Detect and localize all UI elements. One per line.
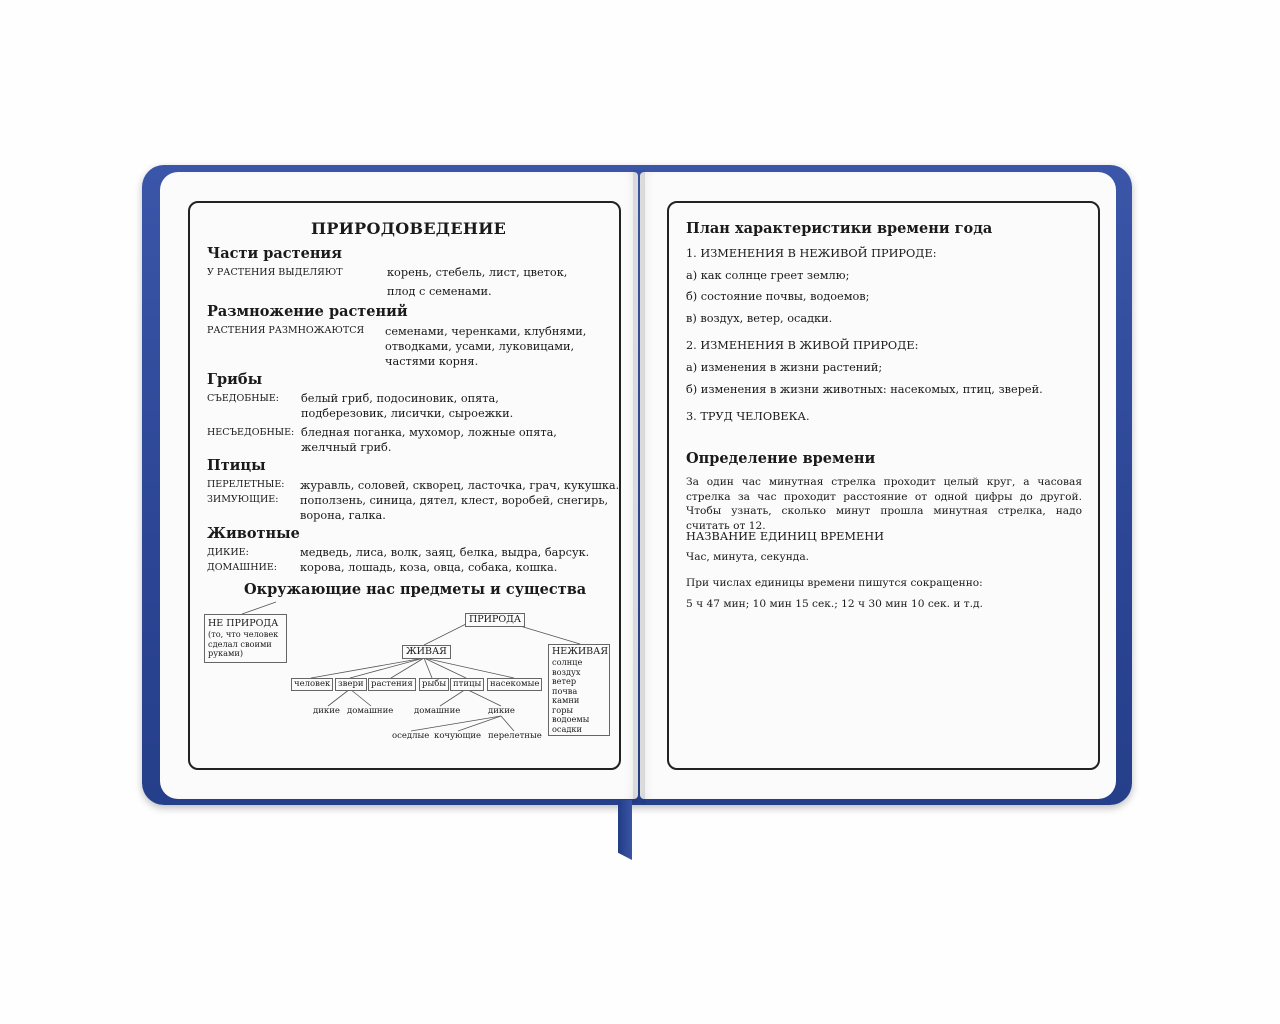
nonliving-item: ветер (552, 676, 577, 686)
domestic-label: ДОМАШНИЕ: (207, 562, 277, 573)
living-item-birds: птицы (450, 678, 484, 691)
nature-box: ПРИРОДА (465, 613, 525, 627)
winter-text-1: поползень, синица, дятел, клест, воробей, снегирь, (300, 494, 609, 507)
not-nature-note-3: руками) (208, 648, 244, 658)
bookmark-ribbon (618, 800, 632, 860)
migratory-label: ПЕРЕЛЕТНЫЕ: (207, 479, 285, 490)
living-item-human: человек (291, 678, 333, 691)
inedible-label: НЕСЪЕДОБНЫЕ: (207, 427, 295, 438)
not-nature-note-2: сделал своими (208, 638, 272, 649)
winter-label: ЗИМУЮЩИЕ: (207, 494, 279, 505)
edible-label: СЪЕДОБНЫЕ: (207, 393, 280, 404)
reproduction-text-3: частями корня. (385, 355, 479, 368)
nonliving-item: солнце (552, 657, 583, 667)
nonliving-item: камни (552, 695, 580, 705)
migratory-text: журавль, соловей, скворец, ласточка, грач, кукушка. (300, 479, 620, 492)
nonliving-item: осадки (552, 723, 583, 734)
season-plan-title: План характеристики времени года (686, 220, 993, 237)
living-box: ЖИВАЯ (402, 645, 451, 659)
birds-sub-domestic: домашние (414, 706, 461, 716)
section-heading-birds: Птицы (207, 457, 266, 474)
nonliving-item: водоемы (552, 714, 590, 724)
notebook-spine (633, 170, 645, 803)
diagram-heading: Окружающие нас предметы и существа (244, 581, 587, 598)
living-change-item: а) изменения в жизни растений; (686, 361, 883, 374)
beasts-sub-domestic: домашние (347, 706, 394, 716)
time-paragraph: За один час минутная стрелка проходит целый круг, а часовая стрелка за час проходит расстояние от одной цифры до другой. Чтобы узнать, сколько минут прошла минутная стрелка, надо считать от 12. (686, 476, 1082, 532)
wild-label: ДИКИЕ: (207, 547, 249, 558)
wild-text: медведь, лиса, волк, заяц, белка, выдра, барсук. (300, 546, 590, 559)
plant-parts-label: У РАСТЕНИЯ ВЫДЕЛЯЮТ (207, 267, 343, 278)
reproduction-label: РАСТЕНИЯ РАЗМНОЖАЮТСЯ (207, 325, 365, 336)
section-heading-animals: Животные (207, 525, 300, 542)
nonliving-item: горы (552, 704, 573, 715)
time-units-text: Час, минута, секунда. (686, 551, 810, 563)
inedible-text-2: желчный гриб. (301, 441, 392, 454)
reproduction-text-1: семенами, черенками, клубнями, (385, 325, 587, 338)
wild-birds-sedentary: оседлые (392, 731, 430, 741)
birds-sub-wild: дикие (488, 706, 515, 716)
edible-text-2: подберезовик, лисички, сыроежки. (301, 407, 514, 420)
inedible-text-1: бледная поганка, мухомор, ложные опята, (301, 426, 557, 439)
wild-birds-nomadic: кочующие (434, 731, 482, 741)
not-nature-note-1: (то, что человек (208, 629, 279, 639)
living-item-insects: насекомые (487, 678, 542, 691)
nonliving-change-item: в) воздух, ветер, осадки. (686, 312, 833, 325)
beasts-sub-wild: дикие (313, 706, 340, 716)
reproduction-text-2: отводками, усами, луковицами, (385, 340, 575, 353)
living-item-fish: рыбы (419, 678, 449, 691)
time-units-heading: НАЗВАНИЕ ЕДИНИЦ ВРЕМЕНИ (686, 530, 884, 543)
nonliving-box (548, 644, 610, 736)
nonliving-changes-heading: 1. ИЗМЕНЕНИЯ В НЕЖИВОЙ ПРИРОДЕ: (686, 247, 937, 260)
section-heading-mushrooms: Грибы (207, 371, 263, 388)
section-heading-reproduction: Размножение растений (207, 303, 408, 320)
wild-birds-migratory: перелетные (488, 731, 542, 741)
not-nature-box (204, 614, 287, 663)
nonliving-change-item: а) как солнце греет землю; (686, 269, 850, 282)
plant-parts-text-2: плод с семенами. (387, 285, 492, 298)
time-section-title: Определение времени (686, 450, 876, 467)
living-item-beasts: звери (335, 678, 367, 691)
living-item-plants: растения (368, 678, 416, 691)
plant-parts-text-1: корень, стебель, лист, цветок, (387, 266, 568, 279)
not-nature-label: НЕ ПРИРОДА (208, 618, 279, 629)
nonliving-change-item: б) состояние почвы, водоемов; (686, 290, 870, 303)
human-labor-heading: 3. ТРУД ЧЕЛОВЕКА. (686, 410, 810, 423)
domestic-text: корова, лошадь, коза, овца, собака, кошка. (300, 561, 558, 574)
page-title: ПРИРОДОВЕДЕНИЕ (311, 219, 507, 238)
living-changes-heading: 2. ИЗМЕНЕНИЯ В ЖИВОЙ ПРИРОДЕ: (686, 339, 919, 352)
nonliving-item: почва (552, 685, 578, 696)
living-change-item: б) изменения в жизни животных: насекомых, птиц, зверей. (686, 383, 1043, 396)
winter-text-2: ворона, галка. (300, 509, 386, 522)
nonliving-label: НЕЖИВАЯ (552, 646, 609, 657)
nonliving-item: воздух (552, 666, 581, 677)
section-heading-plant-parts: Части растения (207, 245, 342, 262)
abbreviation-note: При числах единицы времени пишутся сокращенно: (686, 577, 983, 589)
edible-text-1: белый гриб, подосиновик, опята, (301, 392, 499, 405)
abbreviation-example: 5 ч 47 мин; 10 мин 15 сек.; 12 ч 30 мин 10 сек. и т.д. (686, 598, 983, 610)
